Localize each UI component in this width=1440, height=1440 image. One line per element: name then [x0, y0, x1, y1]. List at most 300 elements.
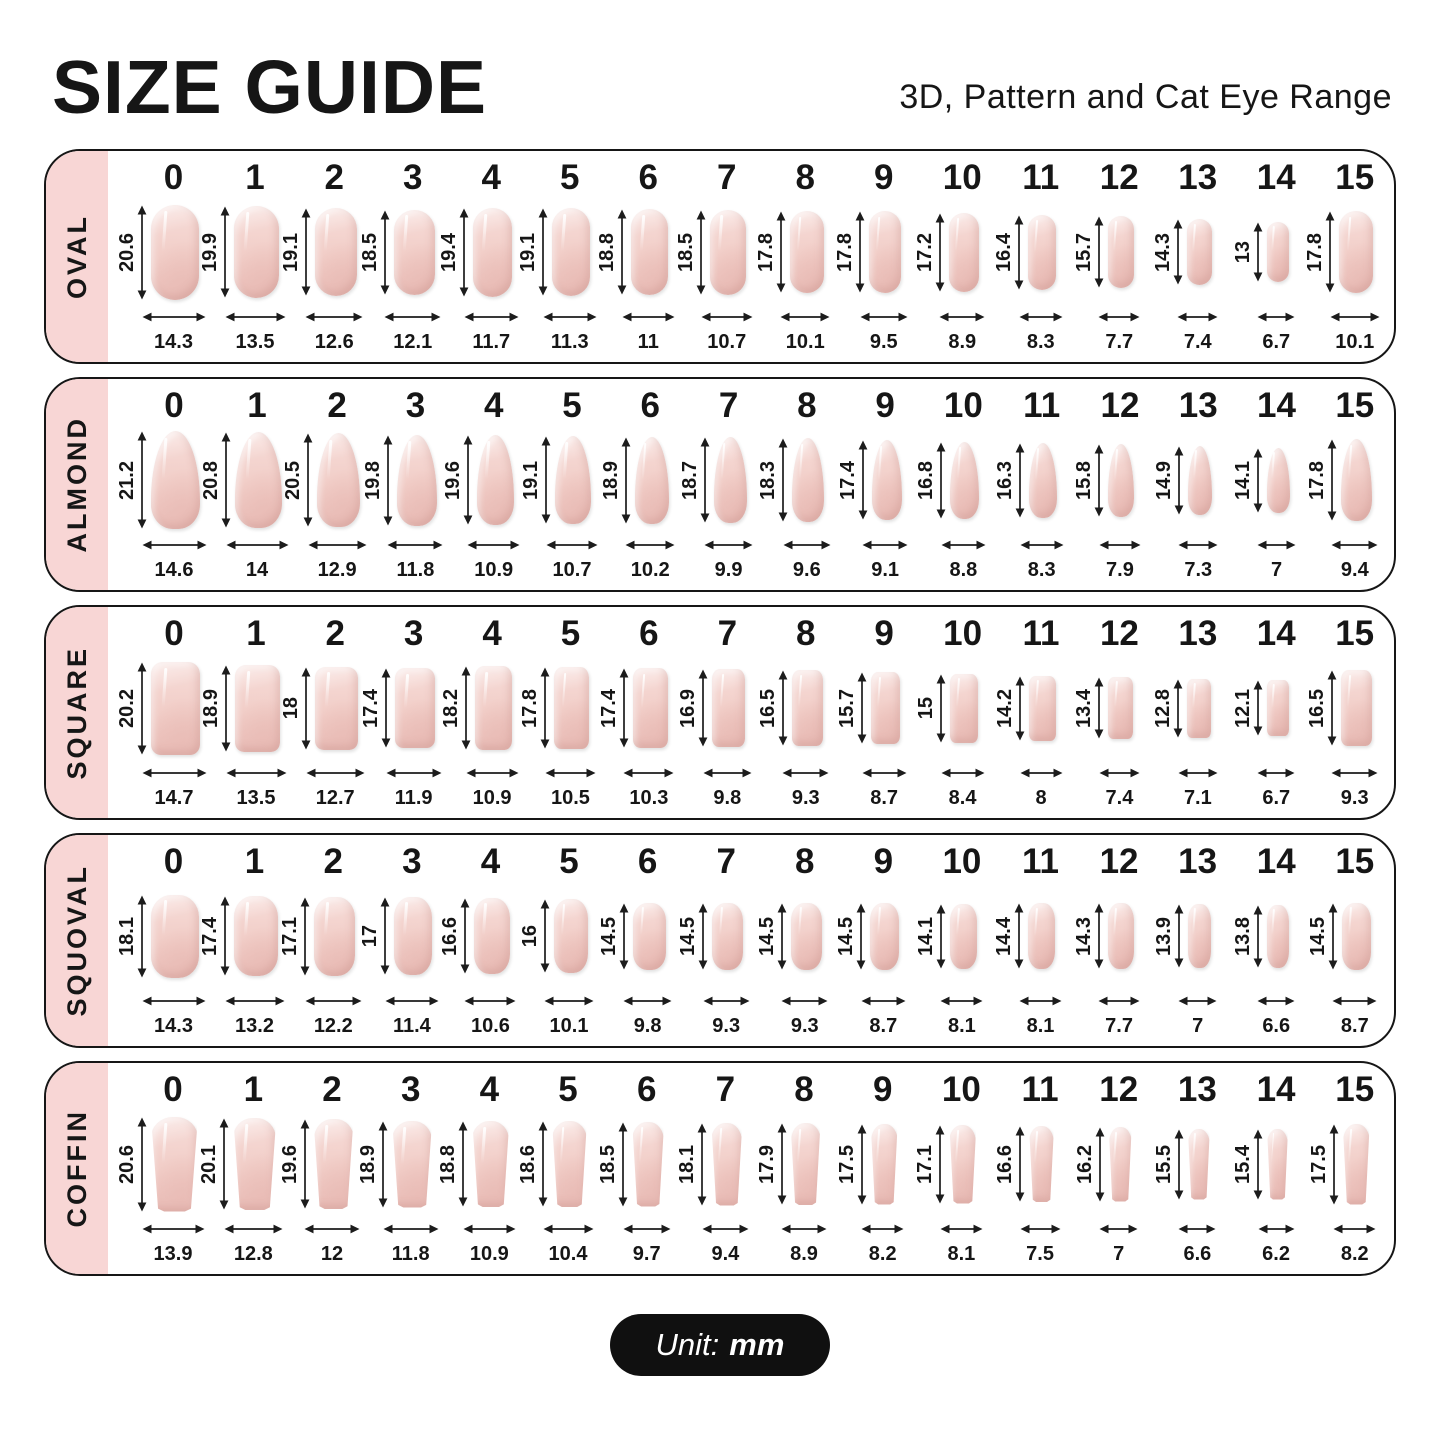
nail-swatch-oval — [1028, 215, 1056, 290]
size-column — [673, 381, 751, 584]
width-arrow-zone — [1257, 989, 1295, 1013]
nail-swatch-coffin — [1188, 1129, 1210, 1200]
size-number: 15 — [1335, 158, 1375, 197]
nail-measure-group — [279, 883, 355, 989]
size-column — [1300, 153, 1379, 356]
nail-measure-group — [360, 655, 435, 761]
width-arrow-icon — [861, 995, 906, 1007]
nail-measure-group — [677, 883, 743, 989]
width-arrow-icon — [781, 1223, 827, 1235]
height-value: 17.1 — [279, 916, 302, 956]
size-number: 14 — [1256, 158, 1296, 197]
nail-measure-group — [198, 1111, 276, 1217]
nail-measure-group — [677, 655, 745, 761]
nail-measure-group — [116, 655, 200, 761]
height-value: 17.5 — [835, 1144, 858, 1184]
width-arrow-zone — [464, 989, 516, 1013]
nail-swatch-coffin — [1029, 1126, 1054, 1202]
size-number: 15 — [1335, 614, 1375, 653]
size-number: 13 — [1178, 842, 1218, 881]
nail-measure-group — [837, 427, 902, 533]
width-arrow-zone — [861, 989, 906, 1013]
nail-measure-group — [1073, 199, 1134, 305]
width-value: 12.9 — [317, 559, 357, 581]
nail-swatch-square — [633, 668, 668, 748]
height-value: 18.8 — [596, 232, 619, 272]
width-arrow-zone — [1178, 989, 1217, 1013]
width-arrow-zone — [383, 1217, 439, 1241]
size-number: 0 — [164, 614, 184, 653]
height-value: 14.5 — [597, 916, 620, 956]
size-column — [435, 837, 514, 1040]
nail-measure-group — [282, 427, 360, 533]
nail-swatch-squoval — [234, 896, 278, 976]
width-value: 13.5 — [235, 331, 275, 353]
width-arrow-icon — [862, 767, 907, 779]
nail-swatch-squoval — [1188, 904, 1211, 968]
width-value: 12.8 — [233, 1243, 273, 1265]
width-arrow-icon — [225, 995, 285, 1007]
width-value: 9.1 — [871, 559, 900, 581]
nail-measure-group — [676, 1111, 742, 1217]
nail-measure-group — [914, 199, 979, 305]
width-arrow-zone — [1020, 761, 1063, 785]
size-column — [357, 837, 436, 1040]
row-label-oval — [46, 151, 108, 362]
nail-measure-group — [517, 1111, 587, 1217]
nail-swatch-square — [1341, 670, 1372, 746]
nail-measure-group — [439, 883, 510, 989]
height-value: 18.1 — [116, 916, 138, 956]
width-value: 11.9 — [394, 787, 433, 809]
size-panel-coffin — [44, 1061, 1396, 1276]
size-column — [200, 609, 280, 812]
width-value: 9.5 — [869, 331, 898, 353]
nail-measure-group — [836, 655, 900, 761]
size-number: 7 — [718, 386, 739, 425]
size-column — [355, 1065, 434, 1268]
size-number: 8 — [794, 1070, 814, 1109]
nail-measure-group — [1153, 1111, 1210, 1217]
height-value: 17.2 — [913, 232, 936, 272]
width-arrow-zone — [1020, 1217, 1061, 1241]
width-value: 7.7 — [1105, 1015, 1133, 1037]
row-label-square — [46, 607, 108, 818]
nail-measure-group — [519, 655, 589, 761]
nail-swatch-almond — [151, 431, 200, 529]
width-value: 10.1 — [785, 331, 825, 353]
nail-swatch-coffin — [711, 1123, 742, 1206]
size-number: 12 — [1099, 1070, 1139, 1109]
size-column — [1221, 153, 1300, 356]
width-value: 6.2 — [1262, 1243, 1290, 1265]
width-arrow-icon — [780, 311, 830, 323]
nail-measure-group — [1232, 427, 1290, 533]
nail-swatch-oval — [473, 208, 512, 297]
size-number: 2 — [322, 1070, 342, 1109]
height-value: 19.1 — [279, 232, 302, 272]
size-number: 6 — [639, 614, 659, 653]
nail-measure-group — [359, 883, 432, 989]
nail-swatch-square — [315, 667, 358, 750]
size-column — [829, 609, 907, 812]
width-arrow-icon — [1178, 767, 1218, 779]
width-value: 14.6 — [154, 559, 194, 581]
width-value: 8.8 — [949, 559, 978, 581]
size-number: 4 — [479, 1070, 500, 1109]
width-arrow-zone — [464, 305, 519, 329]
size-number: 12 — [1099, 842, 1139, 881]
nail-swatch-oval — [1108, 216, 1134, 288]
nail-measure-group — [199, 199, 279, 305]
height-value: 20.6 — [116, 232, 138, 272]
nail-measure-group — [280, 655, 358, 761]
height-value: 19.1 — [517, 232, 540, 272]
nail-swatch-coffin — [151, 1117, 198, 1212]
nail-swatch-square — [151, 662, 200, 755]
size-number: 8 — [795, 158, 815, 197]
size-column — [116, 609, 200, 812]
size-column — [750, 153, 829, 356]
width-arrow-icon — [783, 539, 831, 551]
size-column — [1221, 609, 1299, 812]
width-arrow-zone — [1177, 305, 1218, 329]
size-column — [1143, 609, 1221, 812]
width-value: 11.4 — [392, 1015, 431, 1037]
height-value: 14.5 — [677, 916, 700, 956]
size-number: 0 — [163, 842, 184, 881]
nail-measure-group — [835, 883, 899, 989]
height-value: 17.4 — [199, 916, 221, 956]
size-column — [280, 609, 358, 812]
nail-swatch-almond — [635, 437, 669, 524]
size-column — [1064, 609, 1142, 812]
nail-measure-group — [116, 1111, 198, 1217]
size-column — [1142, 1065, 1221, 1268]
height-value: 13.9 — [1152, 916, 1175, 956]
nail-measure-group — [359, 199, 435, 305]
size-number: 2 — [324, 158, 344, 197]
page-subtitle: 3D, Pattern and Cat Eye Range — [899, 78, 1392, 116]
width-arrow-icon — [702, 1223, 749, 1235]
height-value: 17.5 — [1307, 1144, 1330, 1184]
unit-pill — [610, 1314, 831, 1376]
width-value: 10.9 — [469, 1243, 509, 1265]
width-value: 12.7 — [315, 787, 355, 809]
width-value: 8 — [1035, 787, 1047, 809]
size-column — [591, 1065, 670, 1268]
width-arrow-icon — [1178, 1223, 1216, 1235]
width-arrow-zone — [1178, 533, 1218, 557]
nail-measure-group — [357, 1111, 432, 1217]
size-number: 0 — [164, 386, 184, 425]
height-value: 20.6 — [116, 1144, 138, 1184]
height-value: 13 — [1231, 240, 1254, 264]
size-number: 12 — [1099, 614, 1139, 653]
width-arrow-zone — [1331, 533, 1378, 557]
height-value: 18 — [280, 696, 303, 720]
height-value: 14.5 — [755, 916, 778, 956]
width-arrow-icon — [1257, 311, 1295, 323]
width-arrow-zone — [224, 1217, 283, 1241]
width-arrow-zone — [781, 1217, 827, 1241]
width-value: 6.6 — [1183, 1243, 1212, 1265]
nail-swatch-squoval — [151, 895, 199, 978]
width-arrow-icon — [1178, 995, 1217, 1007]
size-column — [672, 153, 751, 356]
width-arrow-icon — [226, 767, 287, 779]
nail-swatch-oval — [869, 211, 901, 293]
nail-swatch-almond — [1188, 446, 1212, 515]
size-column — [1221, 1065, 1300, 1268]
height-value: 17.1 — [914, 1144, 937, 1184]
width-value: 7.1 — [1183, 787, 1212, 809]
nail-measure-group — [755, 199, 824, 305]
size-number: 3 — [402, 842, 422, 881]
nail-measure-group — [915, 883, 977, 989]
width-arrow-zone — [701, 305, 753, 329]
nail-swatch-oval — [1339, 211, 1373, 293]
width-arrow-zone — [862, 533, 908, 557]
width-arrow-zone — [1020, 533, 1064, 557]
size-column — [358, 609, 436, 812]
width-arrow-zone — [385, 989, 439, 1013]
height-value: 15 — [915, 696, 938, 720]
nail-swatch-squoval — [1342, 903, 1371, 970]
panel-body — [108, 379, 1394, 590]
height-value: 15.7 — [1072, 232, 1095, 272]
width-arrow-zone — [306, 761, 365, 785]
size-column — [907, 609, 985, 812]
height-value: 21.2 — [116, 460, 138, 500]
size-column — [749, 837, 828, 1040]
height-value: 17.8 — [1304, 232, 1327, 272]
width-arrow-icon — [1098, 995, 1140, 1007]
size-column — [199, 837, 278, 1040]
width-arrow-icon — [1332, 995, 1377, 1007]
nail-measure-group — [1232, 883, 1289, 989]
nail-measure-group — [517, 199, 590, 305]
nail-swatch-squoval — [870, 903, 899, 970]
nail-measure-group — [1304, 199, 1373, 305]
nail-measure-group — [116, 199, 199, 305]
nail-swatch-squoval — [554, 899, 588, 973]
size-number: 11 — [1021, 1070, 1059, 1109]
width-value: 9.4 — [711, 1243, 740, 1265]
nail-measure-group — [915, 655, 978, 761]
width-value: 9.3 — [791, 787, 820, 809]
height-value: 14.5 — [1306, 916, 1329, 956]
height-value: 17 — [359, 924, 382, 948]
size-number: 1 — [245, 158, 265, 197]
nail-swatch-oval — [394, 210, 435, 295]
width-arrow-icon — [622, 311, 675, 323]
width-arrow-icon — [1020, 539, 1064, 551]
width-arrow-zone — [1257, 533, 1296, 557]
size-column — [116, 837, 199, 1040]
size-column — [907, 153, 986, 356]
width-value: 10.1 — [1335, 331, 1375, 353]
height-value: 17.4 — [360, 688, 383, 728]
nail-swatch-oval — [1187, 219, 1212, 285]
nail-swatch-coffin — [1267, 1129, 1288, 1200]
size-number: 7 — [717, 158, 737, 197]
nail-swatch-square — [1029, 676, 1056, 741]
width-arrow-icon — [142, 767, 207, 779]
width-arrow-zone — [142, 305, 206, 329]
nail-swatch-squoval — [712, 903, 743, 970]
size-column — [986, 153, 1065, 356]
size-number: 11 — [1022, 158, 1060, 197]
width-arrow-icon — [1099, 1223, 1138, 1235]
size-column — [751, 609, 829, 812]
size-number: 3 — [403, 158, 423, 197]
nail-measure-group — [914, 1111, 976, 1217]
size-column — [360, 381, 438, 584]
height-value: 19.8 — [361, 460, 384, 500]
width-arrow-icon — [386, 767, 442, 779]
size-column — [595, 381, 673, 584]
size-number: 5 — [560, 158, 580, 197]
size-column — [908, 381, 986, 584]
nail-swatch-coffin — [314, 1119, 354, 1209]
width-arrow-zone — [1330, 305, 1380, 329]
height-value: 16.9 — [677, 688, 700, 728]
width-arrow-icon — [1020, 1223, 1061, 1235]
width-value: 10.7 — [552, 559, 592, 581]
nail-swatch-coffin — [1343, 1124, 1370, 1205]
width-value: 13.2 — [235, 1015, 274, 1037]
width-arrow-icon — [623, 995, 672, 1007]
size-number: 4 — [482, 614, 502, 653]
height-value: 13.8 — [1231, 916, 1254, 956]
height-value: 17.9 — [755, 1144, 778, 1184]
nail-swatch-oval — [1267, 222, 1289, 282]
width-value: 6.6 — [1262, 1015, 1291, 1037]
size-column — [592, 837, 671, 1040]
width-arrow-icon — [701, 311, 753, 323]
nail-swatch-oval — [552, 208, 590, 296]
nail-swatch-square — [792, 670, 823, 746]
size-column — [199, 153, 279, 356]
height-value: 15.5 — [1152, 1144, 1175, 1184]
size-column — [116, 153, 199, 356]
width-arrow-zone — [304, 1217, 360, 1241]
height-value: 13.4 — [1073, 688, 1096, 728]
height-value: 17.8 — [754, 232, 777, 272]
nail-measure-group — [993, 883, 1055, 989]
nail-swatch-oval — [315, 208, 357, 296]
size-column — [436, 153, 515, 356]
size-number: 6 — [638, 158, 658, 197]
nail-swatch-square — [871, 672, 900, 744]
width-arrow-icon — [224, 1223, 283, 1235]
width-arrow-icon — [306, 767, 365, 779]
width-arrow-zone — [1098, 989, 1140, 1013]
height-value: 16 — [518, 924, 541, 948]
width-arrow-icon — [545, 767, 596, 779]
width-value: 9.8 — [713, 787, 742, 809]
width-arrow-icon — [1333, 1223, 1376, 1235]
size-number: 4 — [480, 842, 501, 881]
nail-swatch-squoval — [474, 898, 510, 974]
width-value: 10.7 — [707, 331, 747, 353]
size-number: 5 — [562, 386, 582, 425]
size-column — [827, 1065, 906, 1268]
width-arrow-icon — [939, 311, 985, 323]
height-value: 15.4 — [1232, 1144, 1255, 1184]
width-arrow-icon — [1330, 311, 1380, 323]
size-number: 10 — [942, 158, 982, 197]
width-value: 8.9 — [790, 1243, 818, 1265]
width-value: 8.4 — [948, 787, 977, 809]
width-arrow-zone — [1257, 305, 1295, 329]
width-arrow-icon — [1098, 311, 1140, 323]
row-label-text: OVAL — [61, 214, 92, 299]
width-arrow-icon — [543, 1223, 594, 1235]
height-value: 15.7 — [836, 688, 859, 728]
width-arrow-zone — [142, 761, 207, 785]
width-arrow-icon — [940, 995, 983, 1007]
size-column — [985, 1065, 1064, 1268]
nail-measure-group — [1232, 1111, 1288, 1217]
size-number: 12 — [1099, 158, 1139, 197]
height-value: 19.9 — [199, 232, 221, 272]
size-column — [985, 837, 1064, 1040]
height-value: 16.4 — [993, 232, 1016, 272]
size-number: 11 — [1023, 386, 1061, 425]
page-title: SIZE GUIDE — [52, 45, 488, 129]
width-value: 14.3 — [154, 1015, 193, 1037]
nail-swatch-coffin — [1109, 1127, 1132, 1202]
width-value: 11.3 — [550, 331, 589, 353]
width-value: 9.3 — [790, 1015, 819, 1037]
header — [0, 0, 1440, 149]
width-value: 7.9 — [1106, 559, 1134, 581]
width-arrow-icon — [623, 767, 674, 779]
size-column — [1221, 837, 1300, 1040]
width-value: 8.7 — [869, 1015, 898, 1037]
size-number: 9 — [874, 614, 894, 653]
size-number: 9 — [874, 158, 894, 197]
nail-measure-group — [1073, 883, 1134, 989]
width-value: 10.6 — [470, 1015, 510, 1037]
width-arrow-zone — [225, 989, 285, 1013]
width-arrow-zone — [387, 533, 443, 557]
height-value: 12.1 — [1231, 688, 1254, 728]
width-arrow-zone — [1178, 1217, 1216, 1241]
width-arrow-zone — [783, 533, 831, 557]
width-arrow-icon — [544, 995, 594, 1007]
unit-value: mm — [729, 1327, 785, 1362]
size-column — [907, 837, 986, 1040]
height-value: 12.8 — [1152, 688, 1175, 728]
width-arrow-zone — [142, 1217, 205, 1241]
nail-swatch-square — [554, 667, 589, 749]
nail-measure-group — [437, 1111, 509, 1217]
width-value: 11.8 — [396, 559, 435, 581]
nail-swatch-almond — [1267, 448, 1290, 513]
nail-swatch-oval — [949, 213, 979, 292]
size-number: 13 — [1178, 386, 1218, 425]
size-column — [670, 1065, 749, 1268]
size-number: 8 — [795, 842, 815, 881]
size-column — [672, 609, 750, 812]
width-arrow-zone — [225, 305, 286, 329]
size-column — [198, 1065, 277, 1268]
height-value: 18.5 — [675, 232, 698, 272]
size-number: 15 — [1335, 386, 1375, 425]
